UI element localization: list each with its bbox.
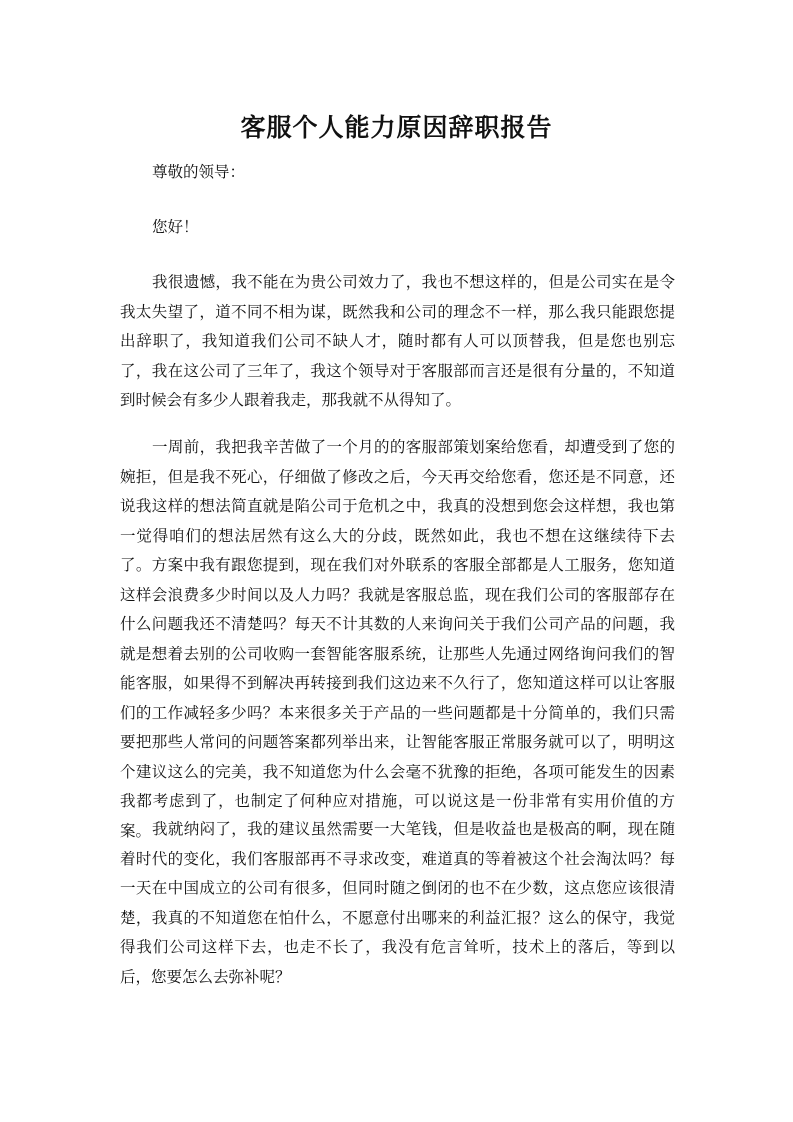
body-paragraph-2: 一周前，我把我辛苦做了一个月的的客服部策划案给您看，却遭受到了您的婉拒，但是我不死心，仔细做了修改之后，今天再交给您看，您还是不同意，还说我这样的想法简直就是陷公司于危机之中，我真的没想到您会这样想，我也第一觉得咱们的想法居然有这么大的分歧，既然如此，我也不想在这继续待下去了。方案中我有跟您提到，现在我们对外联系的客服全部都是人工服务，您知道这样会浪费多少时间以及人力吗？我就是客服总监，现在我们公司的客服部存在什么问题我还不清楚吗？每天不计其数的人来询问关于我们公司产品的问题，我就是想着去别的公司收购一套智能客服系统，让那些人先通过网络询问我们的智能客服，如果得不到解决再转接到我们这边来不久行了，您知道这样可以让客服们的工作减轻多少吗？本来很多关于产品的一些问题都是十分简单的，我们只需要把那些人常问的问题答案都列举出来，让智能客服正常服务就可以了，明明这个建议这么的完美，我不知道您为什么会毫不犹豫的拒绝，各项可能发生的因素我都考虑到了，也制定了何种应对措施，可以说这是一份非常有实用价值的方案。 [120, 438, 675, 840]
body-paragraph-1: 我很遗憾，我不能在为贵公司效力了，我也不想这样的，但是公司实在是令我太失望了，道不同不相为谋，既然我和公司的理念不一样，那么我只能跟您提出辞职了，我知道我们公司不缺人才，随时都有人可以顶替我，但是您也别忘了，我在这公司了三年了，我这个领导对于客服部而言还是很有分量的，不知道到时候会有多少人跟着我走，那我就不从得知了。 [120, 273, 675, 409]
greeting: 您好！ [152, 218, 199, 236]
document-title: 客服个人能力原因辞职报告 [240, 113, 553, 142]
body-paragraph-3: 我就纳闷了，我的建议虽然需要一大笔钱，但是收益也是极高的啊，现在随着时代的变化，我们客服部再不寻求改变，难道真的等着被这个社会淘汰吗？每一天在中国成立的公司有很多，但同时随之倒闭的也不在少数，这点您应该很清楚，我真的不知道您在怕什么，不愿意付出哪来的利益汇报？这么的保守，我觉得我们公司这样下去，也走不长了，我没有危言耸听，技术上的落后，等到以后，您要怎么去弥补呢？ [120, 820, 675, 986]
salutation: 尊敬的领导： [152, 163, 246, 181]
